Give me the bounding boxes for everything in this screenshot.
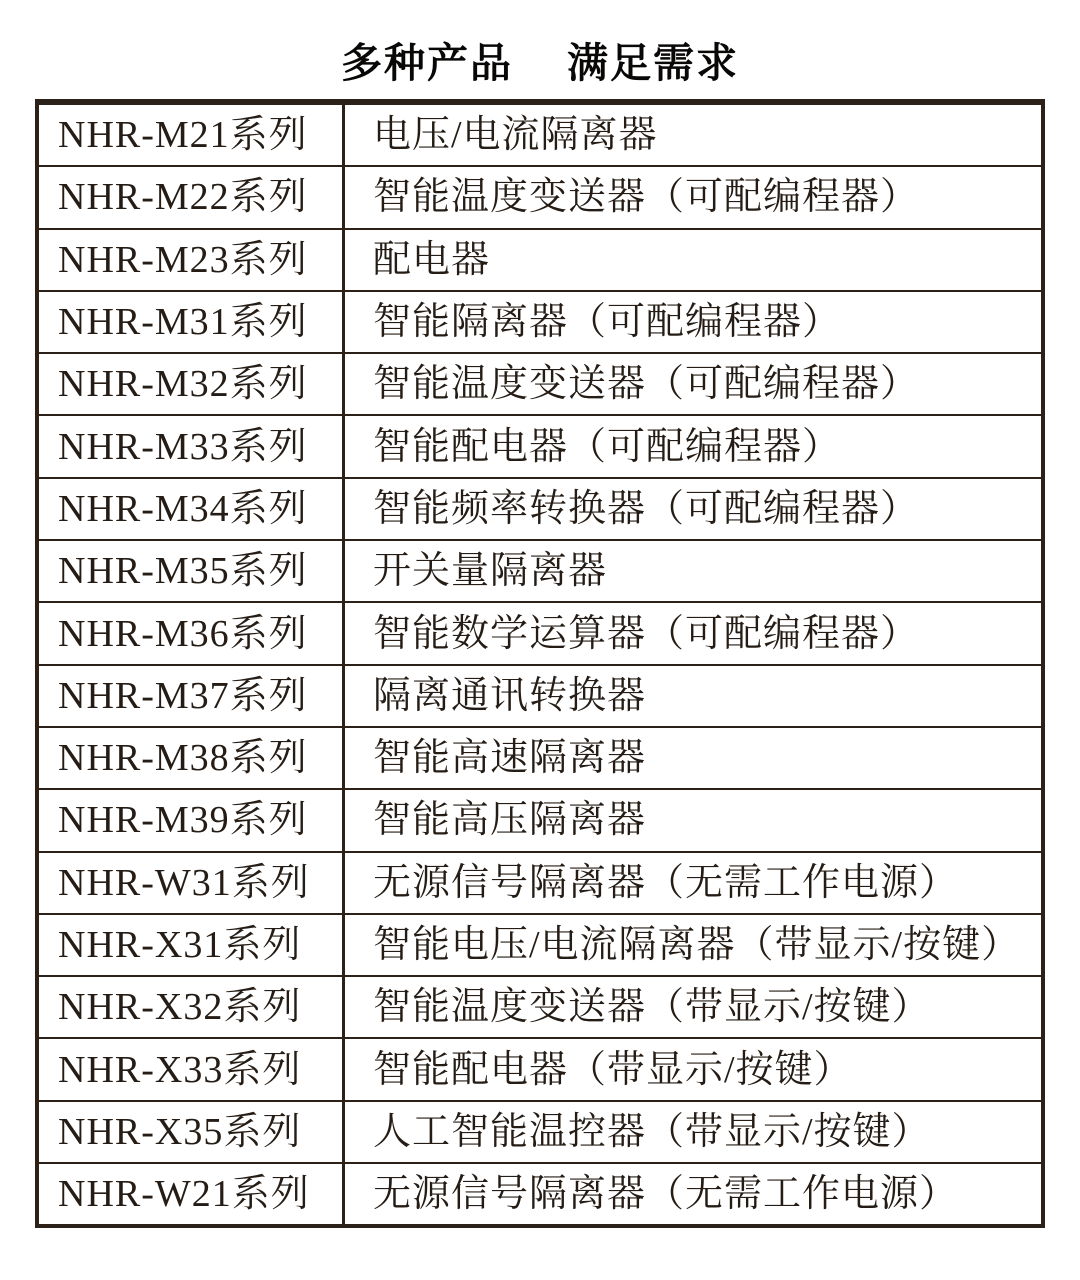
- series-cell: NHR-W21系列: [39, 1164, 345, 1224]
- product-cell: 智能配电器（带显示/按键）: [373, 1048, 853, 1091]
- product-cell: 智能温度变送器（可配编程器）: [373, 363, 920, 406]
- table-row: [39, 1037, 1041, 1099]
- product-series-table: [35, 99, 1045, 1228]
- series-cell: NHR-M21系列: [39, 105, 345, 165]
- series-cell: NHR-M35系列: [39, 541, 345, 601]
- table-row: [39, 664, 1041, 726]
- product-cell: 智能配电器（可配编程器）: [373, 425, 842, 468]
- series-cell: NHR-M22系列: [39, 167, 345, 227]
- product-cell: 无源信号隔离器（无需工作电源）: [373, 1173, 959, 1216]
- table-row: [39, 539, 1041, 601]
- series-cell: NHR-X31系列: [39, 915, 345, 975]
- page-title-part2: 满足需求: [567, 40, 739, 86]
- table-row: [39, 851, 1041, 913]
- series-cell: NHR-M33系列: [39, 416, 345, 476]
- table-row: [39, 1162, 1041, 1224]
- series-cell: NHR-W31系列: [39, 853, 345, 913]
- product-cell: 无源信号隔离器（无需工作电源）: [373, 861, 959, 904]
- product-cell: 智能电压/电流隔离器（带显示/按键）: [373, 924, 1021, 966]
- page-title: [0, 0, 1080, 86]
- series-cell: NHR-X33系列: [39, 1039, 345, 1099]
- product-cell: 隔离通讯转换器: [373, 674, 647, 717]
- table-row: [39, 788, 1041, 850]
- product-cell: 配电器: [373, 238, 491, 281]
- table-row: [39, 414, 1041, 476]
- series-cell: NHR-M38系列: [39, 728, 345, 788]
- table-row: [39, 165, 1041, 227]
- series-cell: NHR-X35系列: [39, 1102, 345, 1162]
- series-cell: NHR-M39系列: [39, 790, 345, 850]
- table-row: [39, 352, 1041, 414]
- table-row: [39, 726, 1041, 788]
- product-cell: 开关量隔离器: [373, 550, 608, 593]
- series-cell: NHR-X32系列: [39, 977, 345, 1037]
- table-row: [39, 103, 1041, 165]
- series-cell: NHR-M23系列: [39, 230, 345, 290]
- series-cell: NHR-M36系列: [39, 603, 345, 663]
- series-cell: NHR-M34系列: [39, 479, 345, 539]
- table-row: [39, 601, 1041, 663]
- product-cell: 智能频率转换器（可配编程器）: [373, 487, 920, 530]
- series-cell: NHR-M32系列: [39, 354, 345, 414]
- product-cell: 电压/电流隔离器: [373, 114, 658, 157]
- product-cell: 智能隔离器（可配编程器）: [373, 301, 842, 344]
- table-row: [39, 1100, 1041, 1162]
- series-cell: NHR-M31系列: [39, 292, 345, 352]
- table-row: [39, 228, 1041, 290]
- table-row: [39, 975, 1041, 1037]
- product-cell: 智能高速隔离器: [373, 737, 647, 780]
- product-cell: 人工智能温控器（带显示/按键）: [373, 1110, 931, 1153]
- table-row: [39, 913, 1041, 975]
- product-cell: 智能温度变送器（带显示/按键）: [373, 986, 931, 1029]
- product-cell: 智能温度变送器（可配编程器）: [373, 176, 920, 219]
- page-title-part1: 多种产品: [341, 40, 513, 86]
- table-row: [39, 290, 1041, 352]
- product-cell: 智能高压隔离器: [373, 799, 647, 842]
- product-cell: 智能数学运算器（可配编程器）: [373, 612, 920, 655]
- series-cell: NHR-M37系列: [39, 666, 345, 726]
- table-row: [39, 477, 1041, 539]
